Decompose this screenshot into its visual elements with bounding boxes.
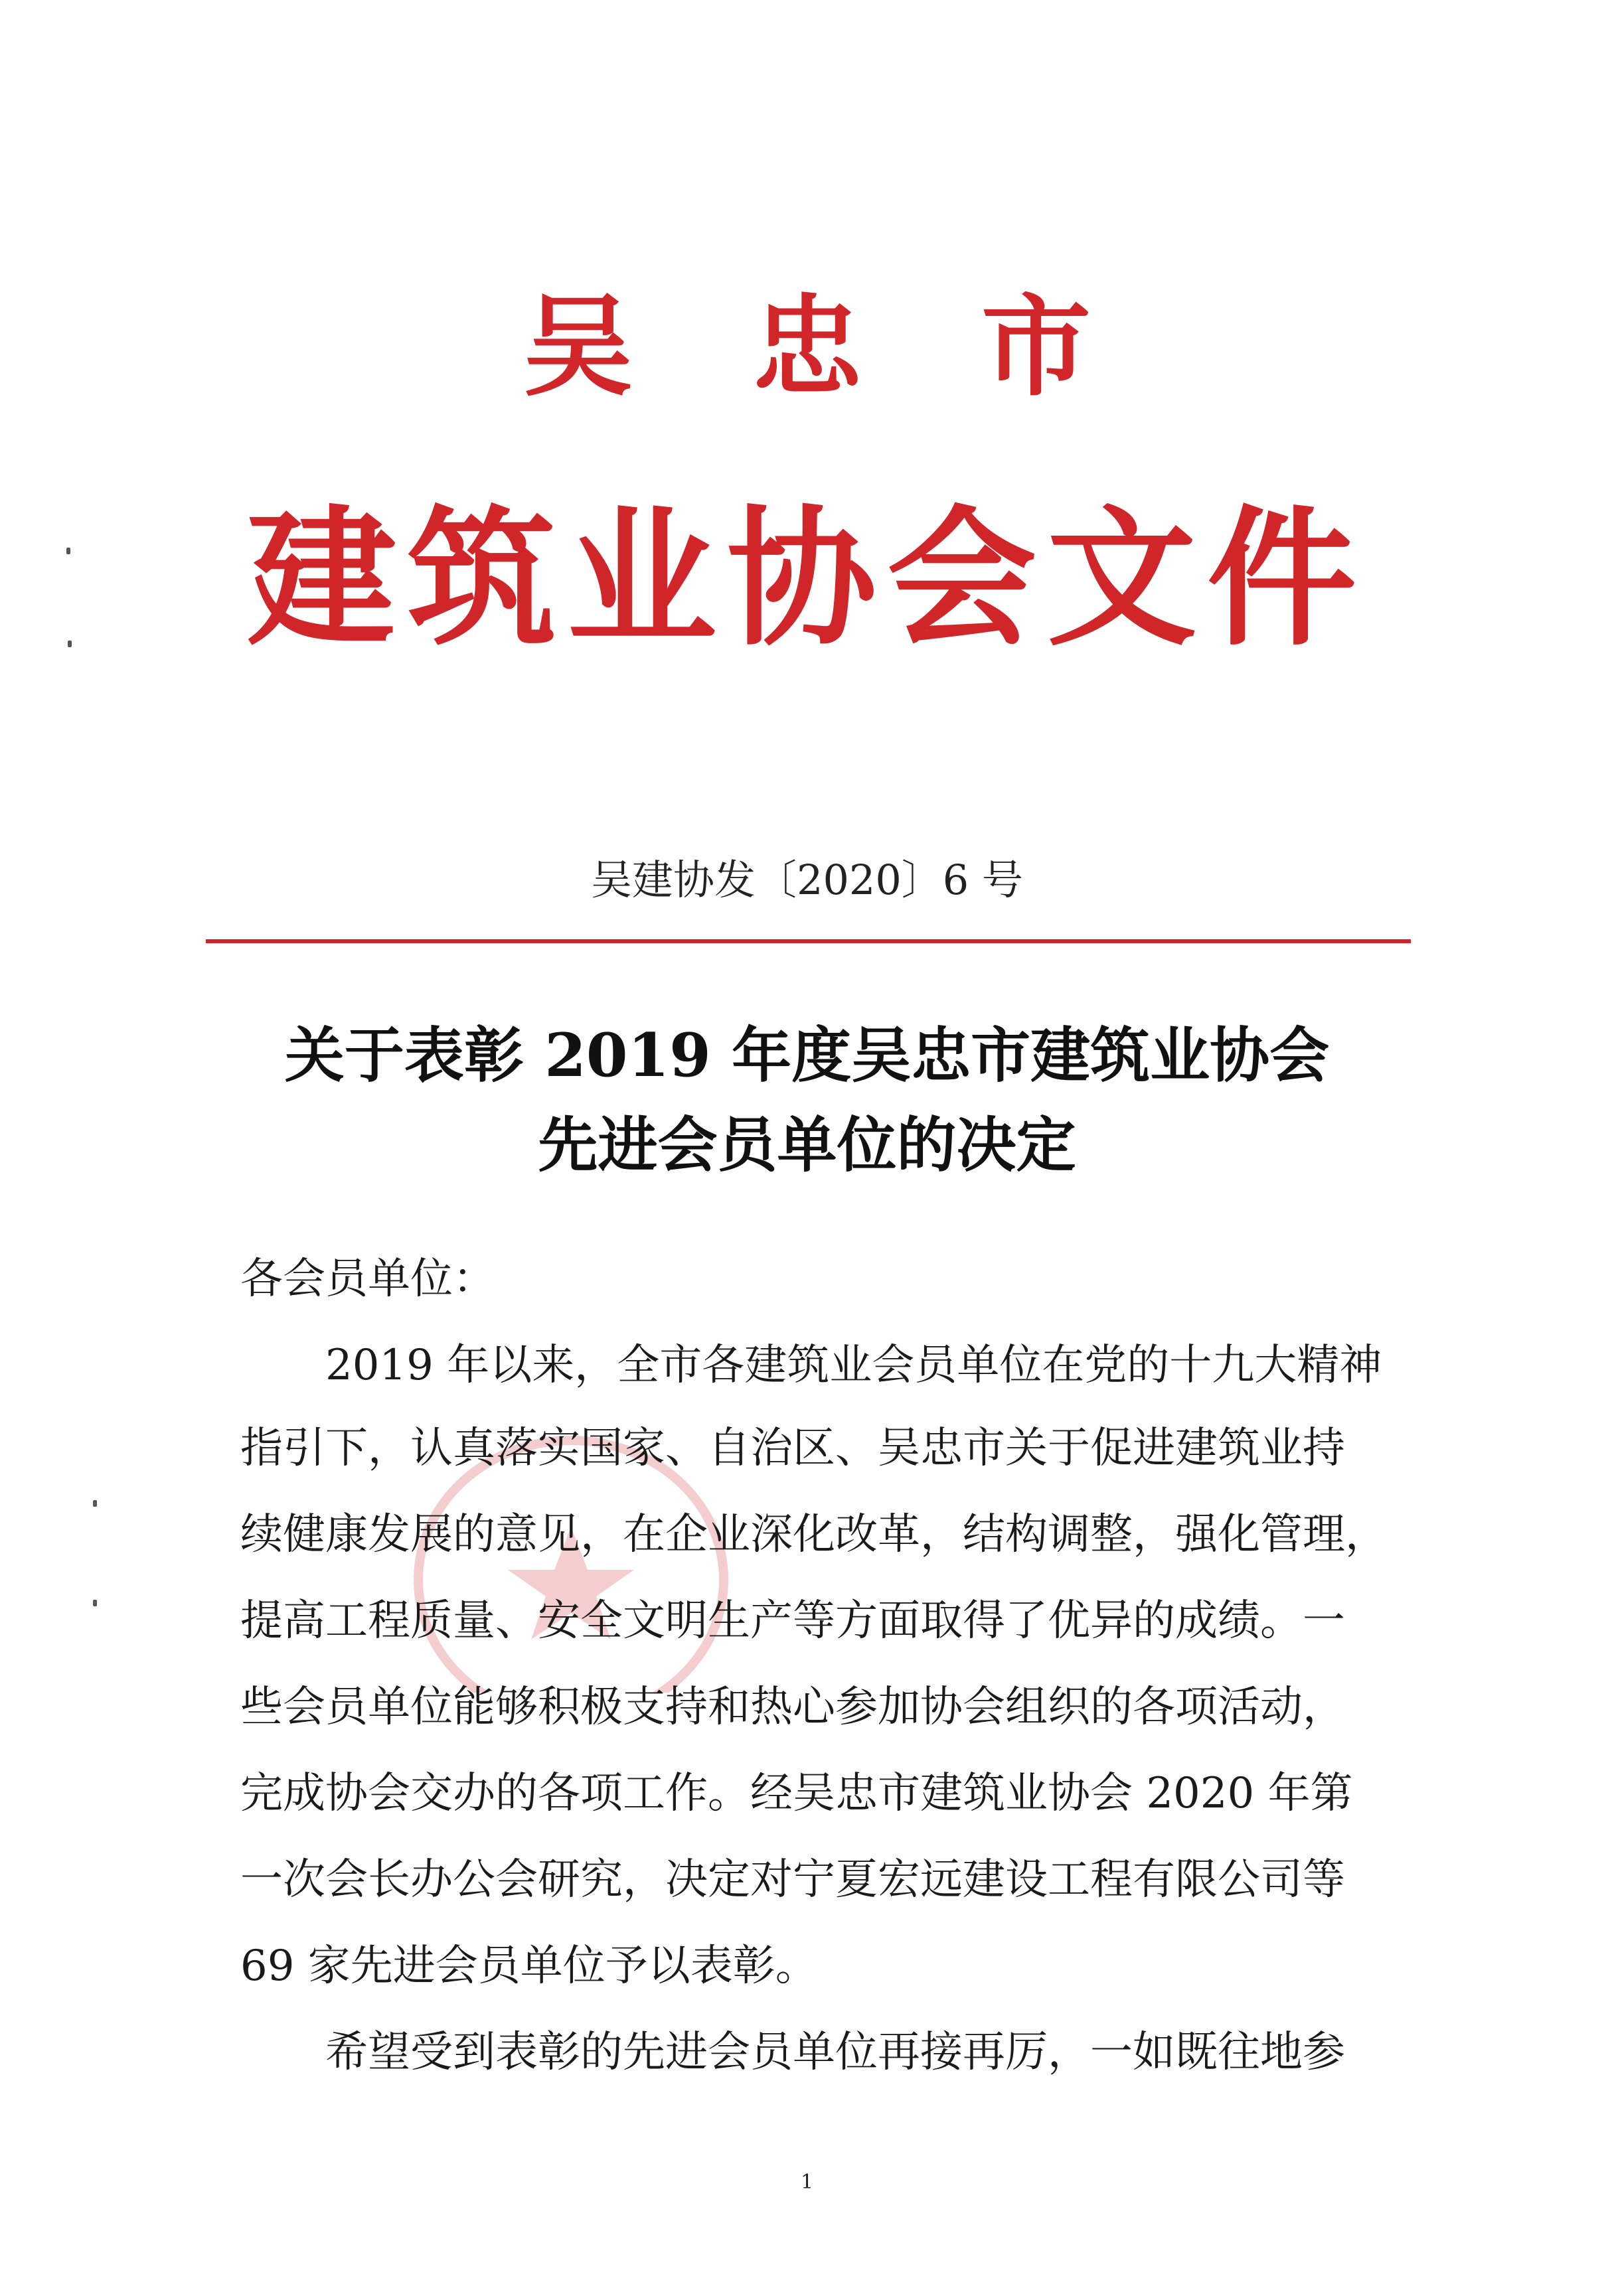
body-line: 完成协会交办的各项工作。经吴忠市建筑业协会 2020 年第 bbox=[240, 1769, 1353, 1818]
body-line: 69 家先进会员单位予以表彰。 bbox=[240, 1942, 818, 1991]
body-line: 希望受到表彰的先进会员单位再接再厉，一如既往地参 bbox=[240, 2028, 1345, 2077]
scan-speck bbox=[68, 641, 72, 647]
scan-speck bbox=[93, 1600, 97, 1606]
scan-speck bbox=[66, 548, 70, 554]
document-title-line-2: 先进会员单位的决定 bbox=[538, 1110, 1076, 1180]
body-line: 些会员单位能够积极支持和热心参加协会组织的各项活动， bbox=[240, 1683, 1345, 1732]
body-line: 指引下，认真落实国家、自治区、吴忠市关于促进建筑业持 bbox=[240, 1424, 1345, 1473]
document-number: 吴建协发〔2020〕6 号 bbox=[591, 856, 1023, 904]
body-line: 一次会长办公会研究，决定对宁夏宏远建设工程有限公司等 bbox=[240, 1855, 1345, 1904]
salutation: 各会员单位： bbox=[240, 1255, 495, 1304]
scan-speck bbox=[93, 1500, 97, 1507]
document-title-line-1: 关于表彰 2019 年度吴忠市建筑业协会 bbox=[284, 1020, 1330, 1091]
body-line: 2019 年以来，全市各建筑业会员单位在党的十九大精神 bbox=[240, 1341, 1382, 1390]
page-number: 1 bbox=[800, 2171, 814, 2194]
body-line: 续健康发展的意见，在企业深化改革，结构调整，强化管理， bbox=[240, 1510, 1388, 1559]
header-document-type: 建筑业协会文件 bbox=[247, 491, 1367, 666]
header-issuer-city: 吴忠市 bbox=[523, 282, 1210, 411]
body-line: 提高工程质量、安全文明生产等方面取得了优异的成绩。一 bbox=[240, 1596, 1345, 1645]
red-divider-line bbox=[206, 939, 1411, 943]
